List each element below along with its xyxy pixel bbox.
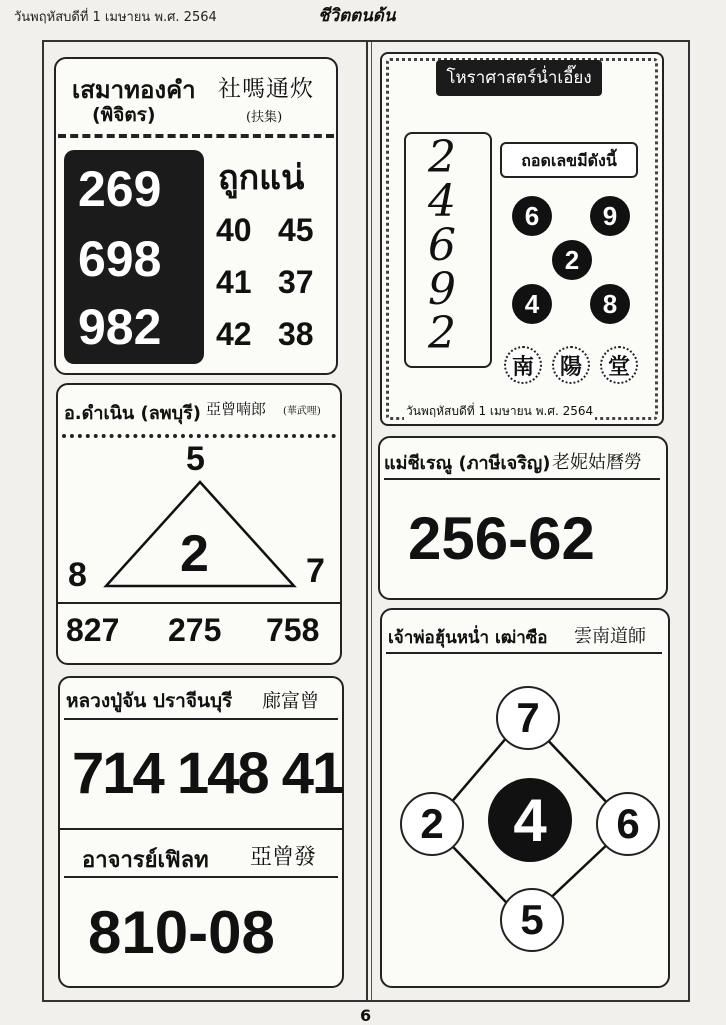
number-circle: 8 xyxy=(590,284,630,324)
pair-number: 40 xyxy=(216,212,252,248)
box3-chinese2: 亞曾發 xyxy=(250,845,317,870)
main-number-2: 698 xyxy=(78,231,162,287)
pair-number: 45 xyxy=(278,212,314,248)
box3-title2: อาจารย์เฟิลท xyxy=(82,848,209,873)
triangle-top-number: 5 xyxy=(186,440,205,478)
logo: ชีวิตตนด้น xyxy=(318,6,396,26)
box5-chinese: 老妮姑曆勞 xyxy=(552,452,642,473)
vertical-digit: 9 xyxy=(428,264,456,315)
box3-rule xyxy=(64,718,338,720)
pair-number: 38 xyxy=(278,316,314,352)
box2-title: อ.ดำเนิน (ลพบุรี) xyxy=(64,403,201,424)
vertical-digit: 4 xyxy=(428,176,456,227)
main-number-1: 269 xyxy=(78,161,162,217)
box1-chinese-sub: (扶集) xyxy=(246,110,283,125)
number-circle: 9 xyxy=(590,196,630,236)
box1-chinese: 社嗎通炊 xyxy=(218,76,314,102)
vertical-digit: 2 xyxy=(428,308,456,359)
box1-divider xyxy=(58,134,334,138)
page-number: 6 xyxy=(360,1006,372,1025)
number-circle: 4 xyxy=(512,284,552,324)
box1-right-label: ถูกแน่ xyxy=(218,158,305,198)
box4-label: ถอดเลขมีดังนี้ xyxy=(500,142,638,178)
box3-numbers: 714 148 41 xyxy=(72,741,343,806)
triangle-left-number: 8 xyxy=(68,556,87,594)
vertical-digit: 6 xyxy=(428,220,456,271)
number-circle: 6 xyxy=(512,196,552,236)
box2-divider xyxy=(62,434,336,438)
box4-banner: โหราศาสตร์น่ำเอี๊ยง xyxy=(436,60,602,96)
seal-circle: 陽 xyxy=(552,346,590,384)
box3-numbers2: 810-08 xyxy=(88,899,275,966)
vertical-digit: 2 xyxy=(428,132,456,183)
box6-chinese: 雲南道師 xyxy=(574,626,646,647)
box1-title: เสมาทองคำ xyxy=(72,76,196,104)
box2-bottom-rule xyxy=(58,602,340,604)
diamond-left-number: 2 xyxy=(400,792,464,856)
column-divider xyxy=(371,42,372,1000)
box2-chinese-sub: (華武哩) xyxy=(283,406,321,417)
triangle-center-number: 2 xyxy=(180,525,209,583)
box3-mid-rule xyxy=(60,828,342,830)
box4-footer-date: วันพฤหัสบดีที่ 1 เมษายน พ.ศ. 2564 xyxy=(404,402,595,421)
column-divider xyxy=(366,42,368,1000)
seal-circle: 南 xyxy=(504,346,542,384)
pair-number: 42 xyxy=(216,316,252,352)
bottom-number: 275 xyxy=(168,612,222,648)
diamond-top-number: 7 xyxy=(496,686,560,750)
box1-subtitle: (พิจิตร) xyxy=(92,104,156,126)
box6-rule xyxy=(386,652,662,654)
pair-number: 37 xyxy=(278,264,314,300)
box5-rule xyxy=(384,478,660,480)
box3-rule2 xyxy=(64,876,338,878)
box3-title: หลวงปู่จัน ปราจีนบุรี xyxy=(66,690,233,712)
box3-chinese: 廊富曾 xyxy=(262,690,320,712)
box2-chinese: 亞曾喃郎 xyxy=(206,400,267,418)
diamond-right-number: 6 xyxy=(596,792,660,856)
box5-numbers: 256-62 xyxy=(408,505,595,572)
box6-title: เจ้าพ่อฮุ้นหน่ำ เฒ่าซือ xyxy=(388,628,548,648)
number-circle: 2 xyxy=(552,240,592,280)
date-header: วันพฤหัสบดีที่ 1 เมษายน พ.ศ. 2564 xyxy=(14,10,217,25)
diamond-bottom-number: 5 xyxy=(500,888,564,952)
bottom-number: 758 xyxy=(266,612,320,648)
triangle-right-number: 7 xyxy=(306,552,325,590)
bottom-number: 827 xyxy=(66,612,120,648)
seal-circle: 堂 xyxy=(600,346,638,384)
main-number-3: 982 xyxy=(78,299,162,355)
diamond-center-number: 4 xyxy=(488,778,572,862)
pair-number: 41 xyxy=(216,264,252,300)
box5-title: แม่ชีเรณู (ภาษีเจริญ) xyxy=(384,453,551,474)
